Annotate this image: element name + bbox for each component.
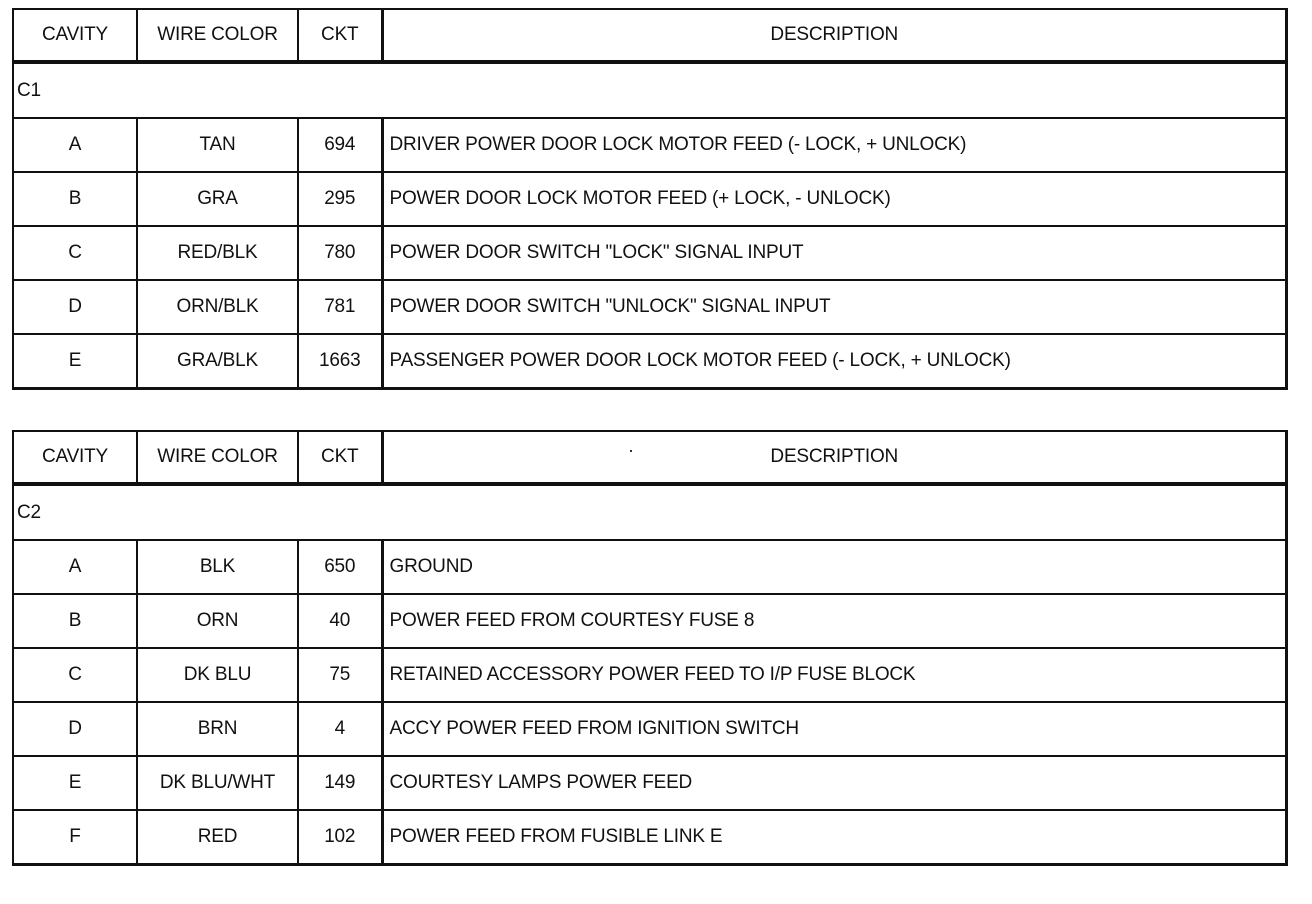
table-row xyxy=(13,756,1287,810)
ckt-cell: 4 xyxy=(298,702,382,756)
description-cell: POWER DOOR SWITCH "LOCK" SIGNAL INPUT xyxy=(382,226,1287,280)
table-row xyxy=(13,334,1287,389)
connector-group-row xyxy=(13,484,1287,540)
header-wire-color: WIRE COLOR xyxy=(137,431,298,484)
cavity-cell: E xyxy=(13,756,137,810)
description-cell: COURTESY LAMPS POWER FEED xyxy=(382,756,1287,810)
table-header-row xyxy=(13,431,1287,484)
cavity-cell: C xyxy=(13,226,137,280)
wire-color-cell: DK BLU/WHT xyxy=(137,756,298,810)
ckt-cell: 40 xyxy=(298,594,382,648)
header-ckt: CKT xyxy=(298,431,382,484)
description-cell: GROUND xyxy=(382,540,1287,594)
cavity-cell: C xyxy=(13,648,137,702)
header-description: DESCRIPTION xyxy=(382,431,1287,484)
connector-table-c2 xyxy=(12,430,1288,866)
ckt-cell: 650 xyxy=(298,540,382,594)
connector-label: C2 xyxy=(13,484,1287,540)
description-cell: PASSENGER POWER DOOR LOCK MOTOR FEED (- LOCK, + UNLOCK) xyxy=(382,334,1287,389)
scan-artifact-dot xyxy=(630,450,632,452)
connector-label: C1 xyxy=(13,62,1287,118)
cavity-cell: A xyxy=(13,540,137,594)
description-cell: DRIVER POWER DOOR LOCK MOTOR FEED (- LOCK, + UNLOCK) xyxy=(382,118,1287,172)
header-ckt: CKT xyxy=(298,9,382,62)
ckt-cell: 1663 xyxy=(298,334,382,389)
description-cell: ACCY POWER FEED FROM IGNITION SWITCH xyxy=(382,702,1287,756)
header-description: DESCRIPTION xyxy=(382,9,1287,62)
wire-color-cell: GRA xyxy=(137,172,298,226)
cavity-cell: B xyxy=(13,172,137,226)
description-cell: POWER FEED FROM FUSIBLE LINK E xyxy=(382,810,1287,865)
ckt-cell: 75 xyxy=(298,648,382,702)
ckt-cell: 780 xyxy=(298,226,382,280)
description-cell: RETAINED ACCESSORY POWER FEED TO I/P FUSE BLOCK xyxy=(382,648,1287,702)
table-row xyxy=(13,280,1287,334)
header-cavity: CAVITY xyxy=(13,431,137,484)
ckt-cell: 295 xyxy=(298,172,382,226)
table-header-row xyxy=(13,9,1287,62)
wire-color-cell: BLK xyxy=(137,540,298,594)
table-row xyxy=(13,810,1287,865)
cavity-cell: B xyxy=(13,594,137,648)
cavity-cell: D xyxy=(13,280,137,334)
table-row xyxy=(13,172,1287,226)
cavity-cell: A xyxy=(13,118,137,172)
wire-color-cell: BRN xyxy=(137,702,298,756)
ckt-cell: 694 xyxy=(298,118,382,172)
wire-color-cell: RED/BLK xyxy=(137,226,298,280)
table-row xyxy=(13,702,1287,756)
table-row xyxy=(13,540,1287,594)
table-row xyxy=(13,226,1287,280)
wire-color-cell: GRA/BLK xyxy=(137,334,298,389)
ckt-cell: 149 xyxy=(298,756,382,810)
cavity-cell: F xyxy=(13,810,137,865)
header-cavity: CAVITY xyxy=(13,9,137,62)
description-cell: POWER DOOR SWITCH "UNLOCK" SIGNAL INPUT xyxy=(382,280,1287,334)
table-row xyxy=(13,648,1287,702)
ckt-cell: 781 xyxy=(298,280,382,334)
header-wire-color: WIRE COLOR xyxy=(137,9,298,62)
cavity-cell: D xyxy=(13,702,137,756)
table-row xyxy=(13,594,1287,648)
connector-table-c1 xyxy=(12,8,1288,390)
wire-color-cell: DK BLU xyxy=(137,648,298,702)
cavity-cell: E xyxy=(13,334,137,389)
description-cell: POWER DOOR LOCK MOTOR FEED (+ LOCK, - UNLOCK) xyxy=(382,172,1287,226)
ckt-cell: 102 xyxy=(298,810,382,865)
connector-group-row xyxy=(13,62,1287,118)
description-cell: POWER FEED FROM COURTESY FUSE 8 xyxy=(382,594,1287,648)
table-row xyxy=(13,118,1287,172)
wire-color-cell: ORN xyxy=(137,594,298,648)
wire-color-cell: ORN/BLK xyxy=(137,280,298,334)
wire-color-cell: TAN xyxy=(137,118,298,172)
wire-color-cell: RED xyxy=(137,810,298,865)
